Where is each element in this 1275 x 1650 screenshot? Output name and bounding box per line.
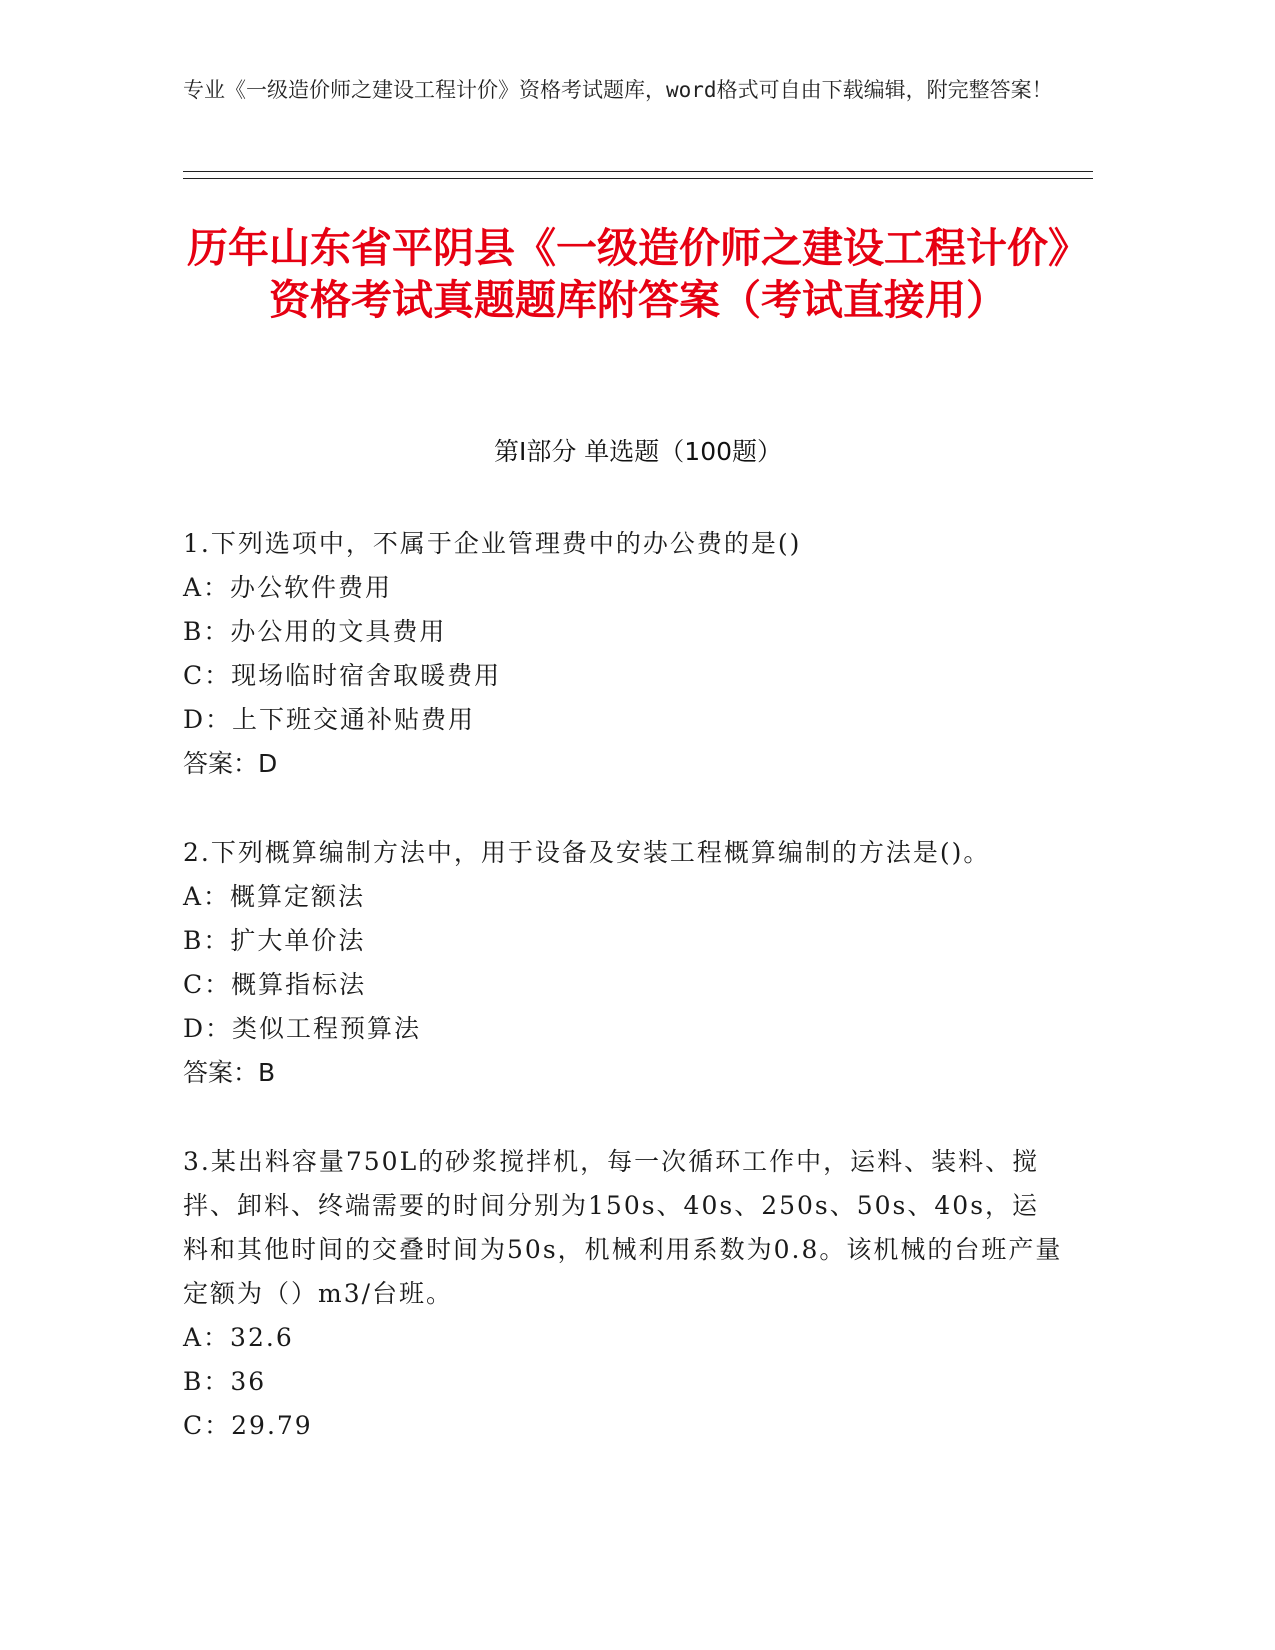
answer: 答案：D bbox=[183, 749, 278, 778]
question-stem: 3.某出料容量750L的砂浆搅拌机，每一次循环工作中，运料、装料、搅拌、卸料、终端需要的时间分别为150s、40s、250s、50s、40s，运料和其他时间的交叠时间为50s，机械利用系数为0.8。该机械的台班产量定额为（）m3/台班。 bbox=[183, 1147, 1063, 1308]
option-c: C：现场临时宿舍取暖费用 bbox=[183, 661, 502, 690]
question-stem: 1.下列选项中，不属于企业管理费中的办公费的是() bbox=[183, 529, 802, 558]
option-a: A：概算定额法 bbox=[183, 882, 366, 911]
header-divider-bottom bbox=[183, 178, 1093, 179]
option-b: B：36 bbox=[183, 1367, 267, 1396]
section-title: 第Ⅰ部分 单选题（100题） bbox=[493, 437, 783, 466]
header-divider-top bbox=[183, 171, 1093, 172]
question-3 bbox=[183, 1140, 1063, 1448]
option-a: A：32.6 bbox=[183, 1323, 294, 1352]
option-d: D：上下班交通补贴费用 bbox=[183, 705, 476, 734]
option-b: B：办公用的文具费用 bbox=[183, 617, 447, 646]
option-c: C：29.79 bbox=[183, 1411, 313, 1440]
answer: 答案：B bbox=[183, 1058, 276, 1087]
option-c: C：概算指标法 bbox=[183, 970, 367, 999]
option-d: D：类似工程预算法 bbox=[183, 1014, 422, 1043]
option-a: A：办公软件费用 bbox=[183, 573, 393, 602]
question-stem: 2.下列概算编制方法中，用于设备及安装工程概算编制的方法是()。 bbox=[183, 838, 991, 867]
question-1 bbox=[183, 522, 1063, 786]
header-note: 专业《一级造价师之建设工程计价》资格考试题库，word格式可自由下载编辑，附完整答案！ bbox=[183, 78, 1053, 102]
question-list bbox=[183, 522, 1063, 1493]
question-2 bbox=[183, 831, 1063, 1095]
document-title: 历年山东省平阴县《一级造价师之建设工程计价》资格考试真题题库附答案（考试直接用） bbox=[187, 224, 1089, 324]
option-b: B：扩大单价法 bbox=[183, 926, 366, 955]
